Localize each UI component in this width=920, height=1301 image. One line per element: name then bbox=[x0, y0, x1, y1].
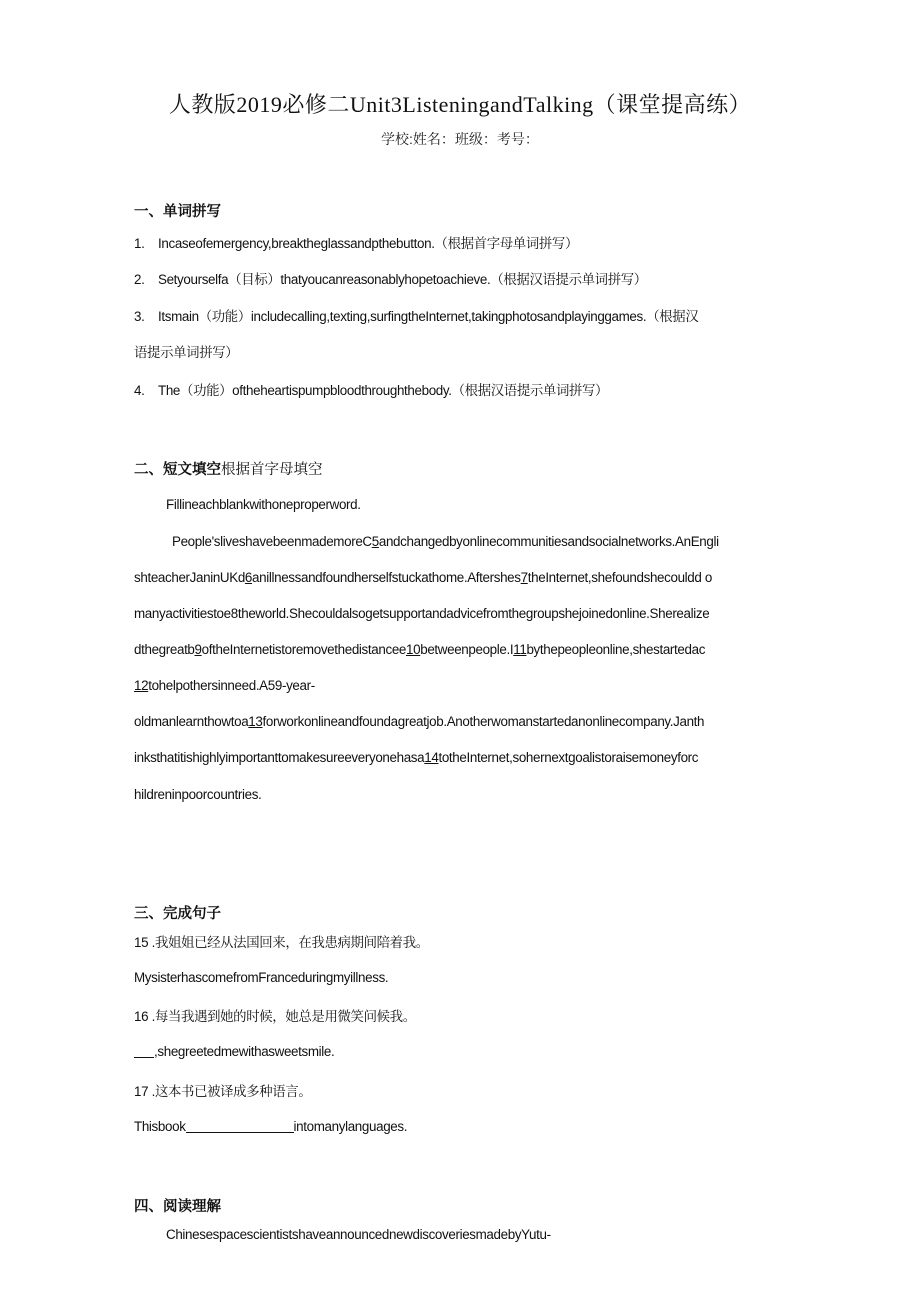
reading-passage-first-line: ChinesespacescientistshaveannouncednewdiscoveriesmadebyYutu- bbox=[166, 1227, 551, 1242]
question-number: 15 bbox=[134, 935, 149, 950]
sentence-17-chinese bbox=[134, 1081, 311, 1100]
cloze-text: tohelpothersinneed.A59-year- bbox=[148, 678, 315, 693]
section-heading-reading: 四、阅读理解 bbox=[134, 1199, 221, 1215]
question-number: 17 bbox=[134, 1084, 149, 1099]
cloze-text: shteacherJaninUKd bbox=[134, 570, 245, 585]
cloze-line bbox=[134, 787, 261, 802]
section-heading-sentences: 三、完成句子 bbox=[134, 906, 221, 922]
sentence-15-english: MysisterhascomefromFranceduringmyillness. bbox=[134, 970, 389, 985]
question-4 bbox=[134, 380, 608, 399]
cloze-text: andchangedbyonlinecommunitiesandsocialnetworks.AnEngli bbox=[378, 534, 719, 549]
answer-blank[interactable] bbox=[134, 1044, 154, 1058]
question-3 bbox=[134, 306, 698, 325]
english-text: ,shegreetedmewithasweetsmile. bbox=[154, 1044, 335, 1059]
document-title: 人教版2019必修二Unit3ListeningandTalking（课堂提高练） bbox=[168, 92, 752, 117]
english-text-before: Thisbook bbox=[134, 1119, 186, 1134]
question-text: Itsmain（功能）includecalling,texting,surfingtheInternet,takingphotosandplayinggames.（根据汉 bbox=[158, 309, 699, 324]
question-text: Incaseofemergency,breaktheglassandpthebutton.（根据首字母单词拼写） bbox=[158, 236, 579, 251]
cloze-text: bythepeopleonline,shestartedac bbox=[526, 642, 706, 657]
question-2 bbox=[134, 269, 647, 288]
section-heading-extra: 根据首字母填空 bbox=[221, 462, 323, 478]
cloze-line bbox=[172, 534, 719, 549]
question-number: 16 bbox=[134, 1009, 149, 1024]
cloze-text: inksthatitishighlyimportanttomakesureeveryonehasa bbox=[134, 750, 425, 765]
cloze-text: dthegreatb bbox=[134, 642, 195, 657]
section-heading-vocabulary: 一、单词拼写 bbox=[134, 204, 221, 220]
cloze-text: oldmanlearnthowtoa bbox=[134, 714, 249, 729]
blank-number: 10 bbox=[406, 642, 421, 657]
blank-number: 13 bbox=[248, 714, 263, 729]
chinese-prompt: .这本书已被译成多种语言。 bbox=[148, 1084, 312, 1099]
blank-number: 12 bbox=[134, 678, 149, 693]
blank-number: 7 bbox=[520, 570, 528, 585]
cloze-line bbox=[134, 570, 712, 585]
question-3-continuation: 语提示单词拼写） bbox=[134, 345, 239, 360]
cloze-text: theInternet,shefoundshecouldd o bbox=[527, 570, 712, 585]
section-heading-text: 二、短文填空 bbox=[134, 462, 221, 478]
cloze-line bbox=[134, 678, 315, 693]
cloze-line bbox=[134, 606, 709, 621]
blank-number: 14 bbox=[424, 750, 439, 765]
question-number: 2. bbox=[134, 272, 145, 287]
question-text: Setyourselfa（目标）thatyoucanreasonablyhopetoachieve.（根据汉语提示单词拼写） bbox=[158, 272, 647, 287]
cloze-text: anillnessandfoundherselfstuckathome.Aftershes bbox=[252, 570, 521, 585]
sentence-16-english bbox=[134, 1044, 334, 1059]
cloze-text: totheInternet,sohernextgoalistoraisemoneyforc bbox=[438, 750, 699, 765]
blank-number: 11 bbox=[513, 642, 527, 657]
blank-number: 6 bbox=[244, 570, 253, 585]
chinese-prompt: .每当我遇到她的时候，她总是用微笑问候我。 bbox=[148, 1009, 416, 1024]
blank-number: 9 bbox=[194, 642, 202, 657]
cloze-text: hildreninpoorcountries. bbox=[134, 787, 262, 802]
chinese-prompt: .我姐姐已经从法国回来，在我患病期间陪着我。 bbox=[148, 935, 429, 950]
cloze-text: oftheInternetistoremovethedistancee bbox=[201, 642, 407, 657]
blank-number: 5 bbox=[371, 534, 379, 549]
cloze-line bbox=[134, 750, 698, 765]
cloze-text: People'sliveshavebeenmademoreC bbox=[172, 534, 372, 549]
answer-blank[interactable] bbox=[186, 1119, 294, 1133]
question-number: 1. bbox=[134, 236, 145, 251]
cloze-line bbox=[134, 642, 705, 657]
question-1 bbox=[134, 233, 578, 252]
question-number: 3. bbox=[134, 309, 145, 324]
cloze-instruction: Fillineachblankwithoneproperword. bbox=[166, 497, 361, 512]
question-text: The（功能）oftheheartispumpbloodthroughthebody.（根据汉语提示单词拼写） bbox=[158, 383, 609, 398]
cloze-text: forworkonlineandfoundagreatjob.Anotherwomanstartedanonlinecompany.Janth bbox=[262, 714, 705, 729]
sentence-17-english bbox=[134, 1119, 407, 1134]
sentence-15-chinese bbox=[134, 932, 429, 951]
question-number: 4. bbox=[134, 383, 145, 398]
cloze-line bbox=[134, 714, 704, 729]
cloze-text: betweenpeople.I bbox=[420, 642, 514, 657]
sentence-16-chinese bbox=[134, 1006, 416, 1025]
english-text-after: intomanylanguages. bbox=[293, 1119, 408, 1134]
student-info-line: 学校:姓名：班级：考号： bbox=[381, 131, 539, 147]
section-heading-cloze bbox=[134, 458, 323, 479]
cloze-text: manyactivitiestoe8theworld.Shecouldalsogetsupportandadvicefromthegroupshejoinedonline.Sherealize bbox=[134, 606, 710, 621]
